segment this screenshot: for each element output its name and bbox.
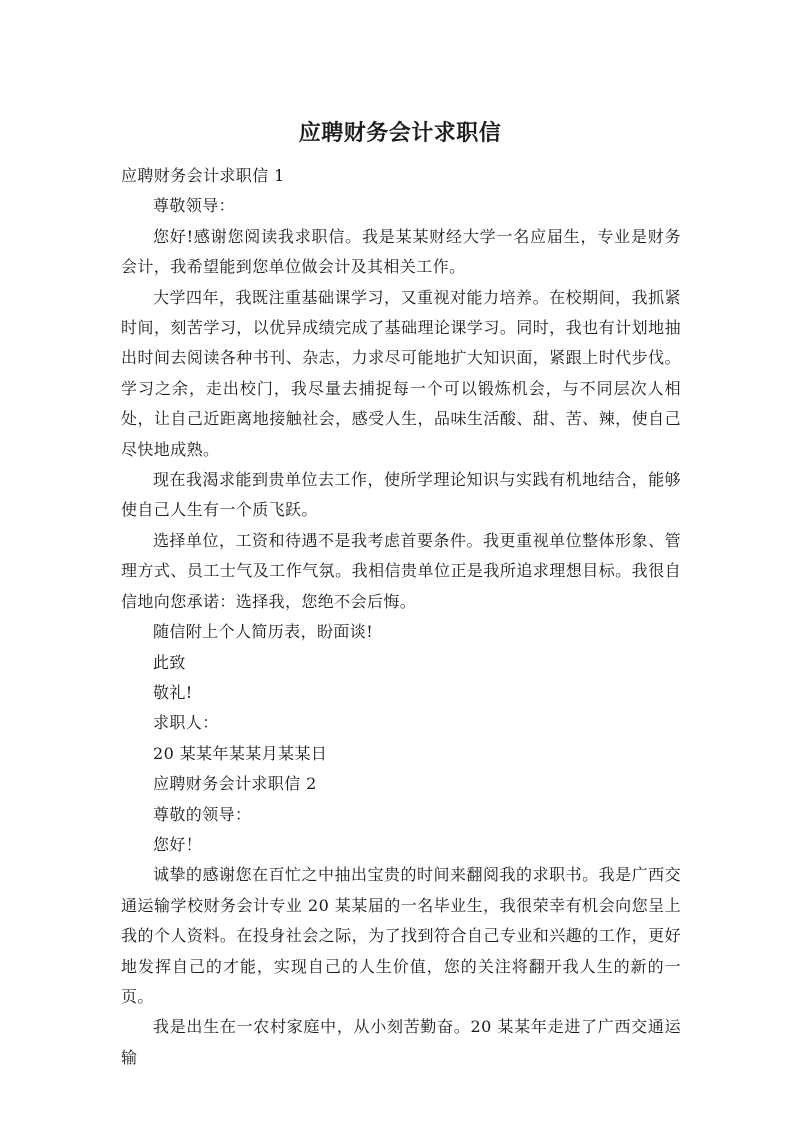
paragraph-5: 选择单位，工资和待遇不是我考虑首要条件。我更重视单位整体形象、管理方式、员工士气及工作气氛。我相信贵单位正是我所追求理想目标。我很自信地向您承诺：选择我，您绝不会后悔。 — [121, 530, 681, 611]
paragraph-9: 求职人： — [153, 713, 219, 733]
document-body — [121, 161, 681, 1073]
document-title: 应聘财务会计求职信 — [298, 121, 502, 146]
paragraph-7: 此致 — [153, 652, 186, 672]
paragraph-11: 应聘财务会计求职信 2 — [153, 774, 317, 794]
paragraph-0: 应聘财务会计求职信 1 — [121, 166, 285, 185]
paragraph-14: 诚挚的感谢您在百忙之中抽出宝贵的时间来翻阅我的求职书。我是广西交通运输学校财务会计专业 20 某某届的一名毕业生，我很荣幸有机会向您呈上我的个人资料。在投身社会之际，为了找到符合自己专业和兴趣的工作，更好地发挥自己的才能，实现自己的人生价值，您的关注将翻开我人生的新的一页。 — [121, 865, 681, 1006]
paragraph-8: 敬礼! — [153, 682, 193, 702]
paragraph-2: 您好!感谢您阅读我求职信。我是某某财经大学一名应届生，专业是财务会计，我希望能到您单位做会计及其相关工作。 — [121, 226, 681, 277]
paragraph-15: 我是出生在一农村家庭中，从小刻苦勤奋。20 某某年走进了广西交通运输 — [121, 1017, 681, 1067]
paragraph-6: 随信附上个人简历表，盼面谈! — [153, 622, 374, 642]
paragraph-4: 现在我渴求能到贵单位去工作，使所学理论知识与实践有机地结合，能够使自己人生有一个质飞跃。 — [121, 470, 681, 520]
paragraph-12: 尊敬的领导： — [153, 804, 252, 824]
paragraph-10: 20 某某年某某月某某日 — [153, 743, 328, 763]
paragraph-1: 尊敬领导： — [153, 196, 236, 216]
paragraph-3: 大学四年，我既注重基础课学习，又重视对能力培养。在校期间，我抓紧时间，刻苦学习，以优异成绩完成了基础理论课学习。同时，我也有计划地抽出时间去阅读各种书刊、杂志，力求尽可能地扩大知识面，紧跟上时代步伐。学习之余，走出校门，我尽量去捕捉每一个可以锻炼机会，与不同层次人相处，让自己近距离地接触社会，感受人生，品味生活酸、甜、苦、辣，使自己尽快地成熟。 — [121, 287, 681, 459]
paragraph-13: 您好！ — [153, 834, 203, 854]
